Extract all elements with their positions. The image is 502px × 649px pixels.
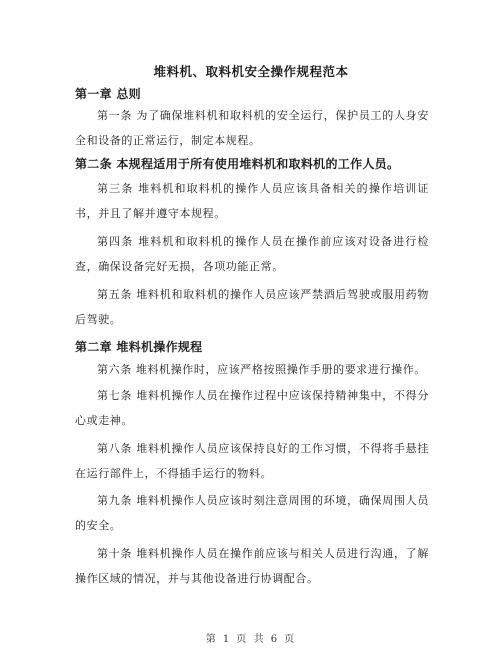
article-9: 第九条 堆料机操作人员应该时刻注意周围的环境，确保周围人员的安全。 [75, 494, 429, 532]
article-3: 第三条 堆料机和取料机的操作人员应该具备相关的操作培训证书，并且了解并遵守本规程。 [75, 182, 429, 220]
chapter-heading-1: 第一章 总则 [75, 87, 141, 101]
article-1: 第一条 为了确保堆料机和取料机的安全运行，保护员工的人身安全和设备的正常运行，制定本规程。 [75, 109, 429, 147]
article-6: 第六条 堆料机操作时，应该严格按照操作手册的要求进行操作。 [97, 363, 426, 376]
article-8: 第八条 堆料机操作人员应该保持良好的工作习惯，不得将手悬挂在运行部件上，不得插手运行的物料。 [75, 442, 429, 480]
article-10: 第十条 堆料机操作人员在操作前应该与相关人员进行沟通，了解操作区域的情况，并与其他设备进行协调配合。 [75, 547, 429, 585]
document-title: 堆料机、取料机安全操作规程范本 [153, 64, 349, 79]
article-5: 第五条 堆料机和取料机的操作人员应该严禁酒后驾驶或服用药物后驾驶。 [75, 288, 429, 326]
article-2-bold: 第二条 本规程适用于所有使用堆料机和取料机的工作人员。 [75, 157, 400, 171]
article-7: 第七条 堆料机操作人员在操作过程中应该保持精神集中，不得分心或走神。 [75, 389, 429, 427]
chapter-heading-2: 第二章 堆料机操作规程 [75, 340, 203, 354]
article-4: 第四条 堆料机和取料机的操作人员在操作前应该对设备进行检查，确保设备完好无损，各项功能正常。 [75, 235, 429, 273]
page-number: 第 1 页 共 6 页 [205, 634, 297, 645]
